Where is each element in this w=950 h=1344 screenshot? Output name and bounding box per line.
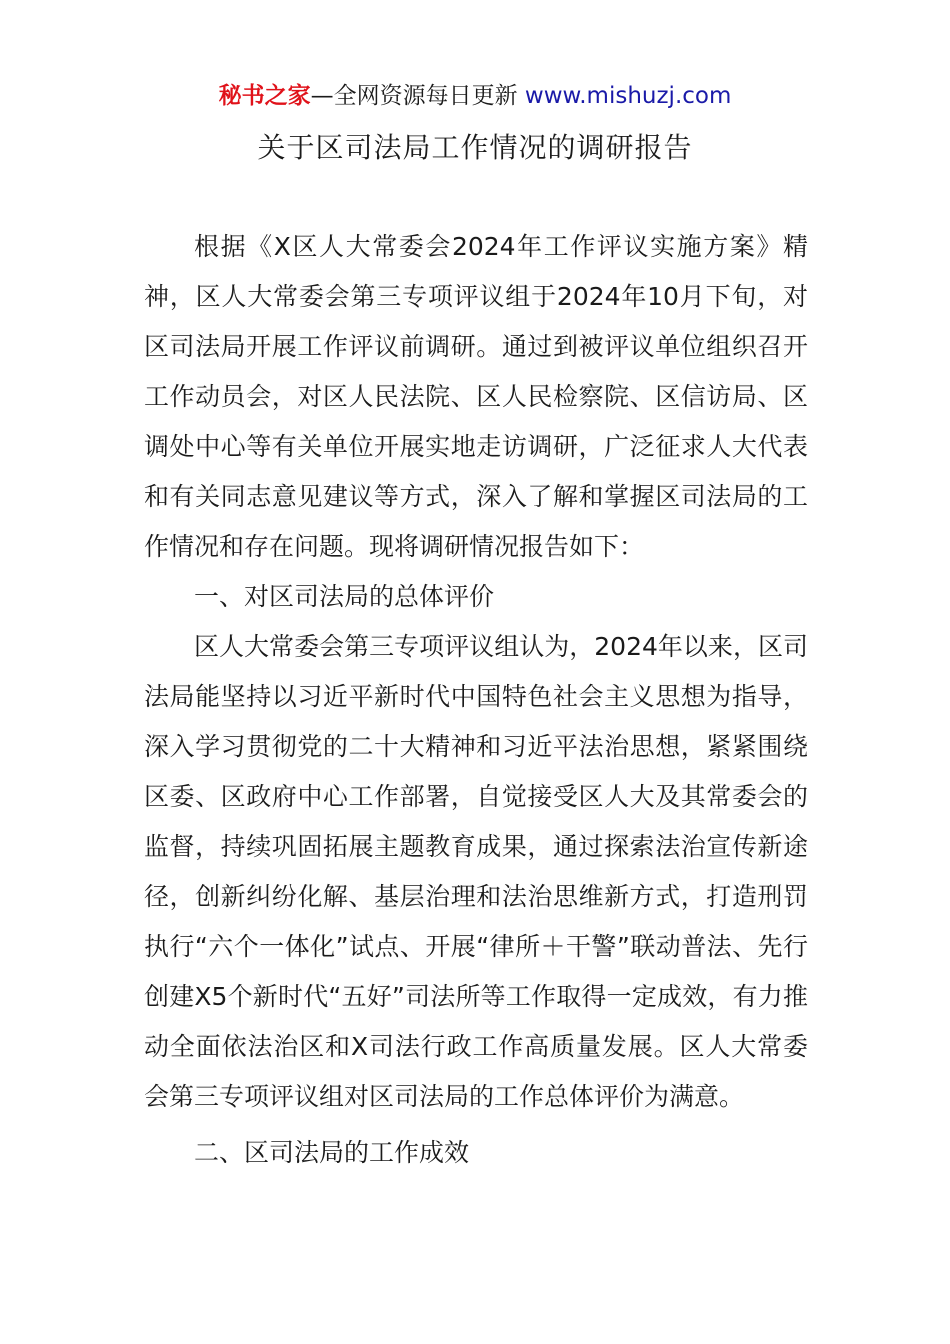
document-body bbox=[144, 222, 808, 1178]
document-title: 关于区司法局工作情况的调研报告 bbox=[257, 131, 693, 164]
paragraph-evaluation: 区人大常委会第三专项评议组认为，2024年以来，区司法局能坚持以习近平新时代中国特色社会主义思想为指导，深入学习贯彻党的二十大精神和习近平法治思想，紧紧围绕区委、区政府中心工作部署，自觉接受区人大及其常委会的监督，持续巩固拓展主题教育成果，通过探索法治宣传新途径，创新纠纷化解、基层治理和法治思维新方式，打造刑罚执行“六个一体化”试点、开展“律所＋干警”联动普法、先行创建X5个新时代“五好”司法所等工作取得一定成效，有力推动全面依法治区和X司法行政工作高质量发展。区人大常委会第三专项评议组对区司法局的工作总体评价为满意。 bbox=[144, 632, 808, 1111]
section-heading-1: 一、对区司法局的总体评价 bbox=[194, 582, 495, 611]
brand-name: 秘书之家 bbox=[218, 83, 311, 109]
site-header bbox=[0, 80, 950, 112]
paragraph-intro: 根据《X区人大常委会2024年工作评议实施方案》精神，区人大常委会第三专项评议组于2024年10月下旬，对区司法局开展工作评议前调研。通过到被评议单位组织召开工作动员会，对区人民法院、区人民检察院、区信访局、区调处中心等有关单位开展实地走访调研，广泛征求人大代表和有关同志意见建议等方式，深入了解和掌握区司法局的工作情况和存在问题。现将调研情况报告如下： bbox=[144, 232, 808, 561]
section-heading-2: 二、区司法局的工作成效 bbox=[194, 1138, 470, 1167]
header-slogan: —全网资源每日更新 bbox=[310, 83, 518, 109]
site-url[interactable]: www.mishuzj.com bbox=[517, 83, 732, 109]
